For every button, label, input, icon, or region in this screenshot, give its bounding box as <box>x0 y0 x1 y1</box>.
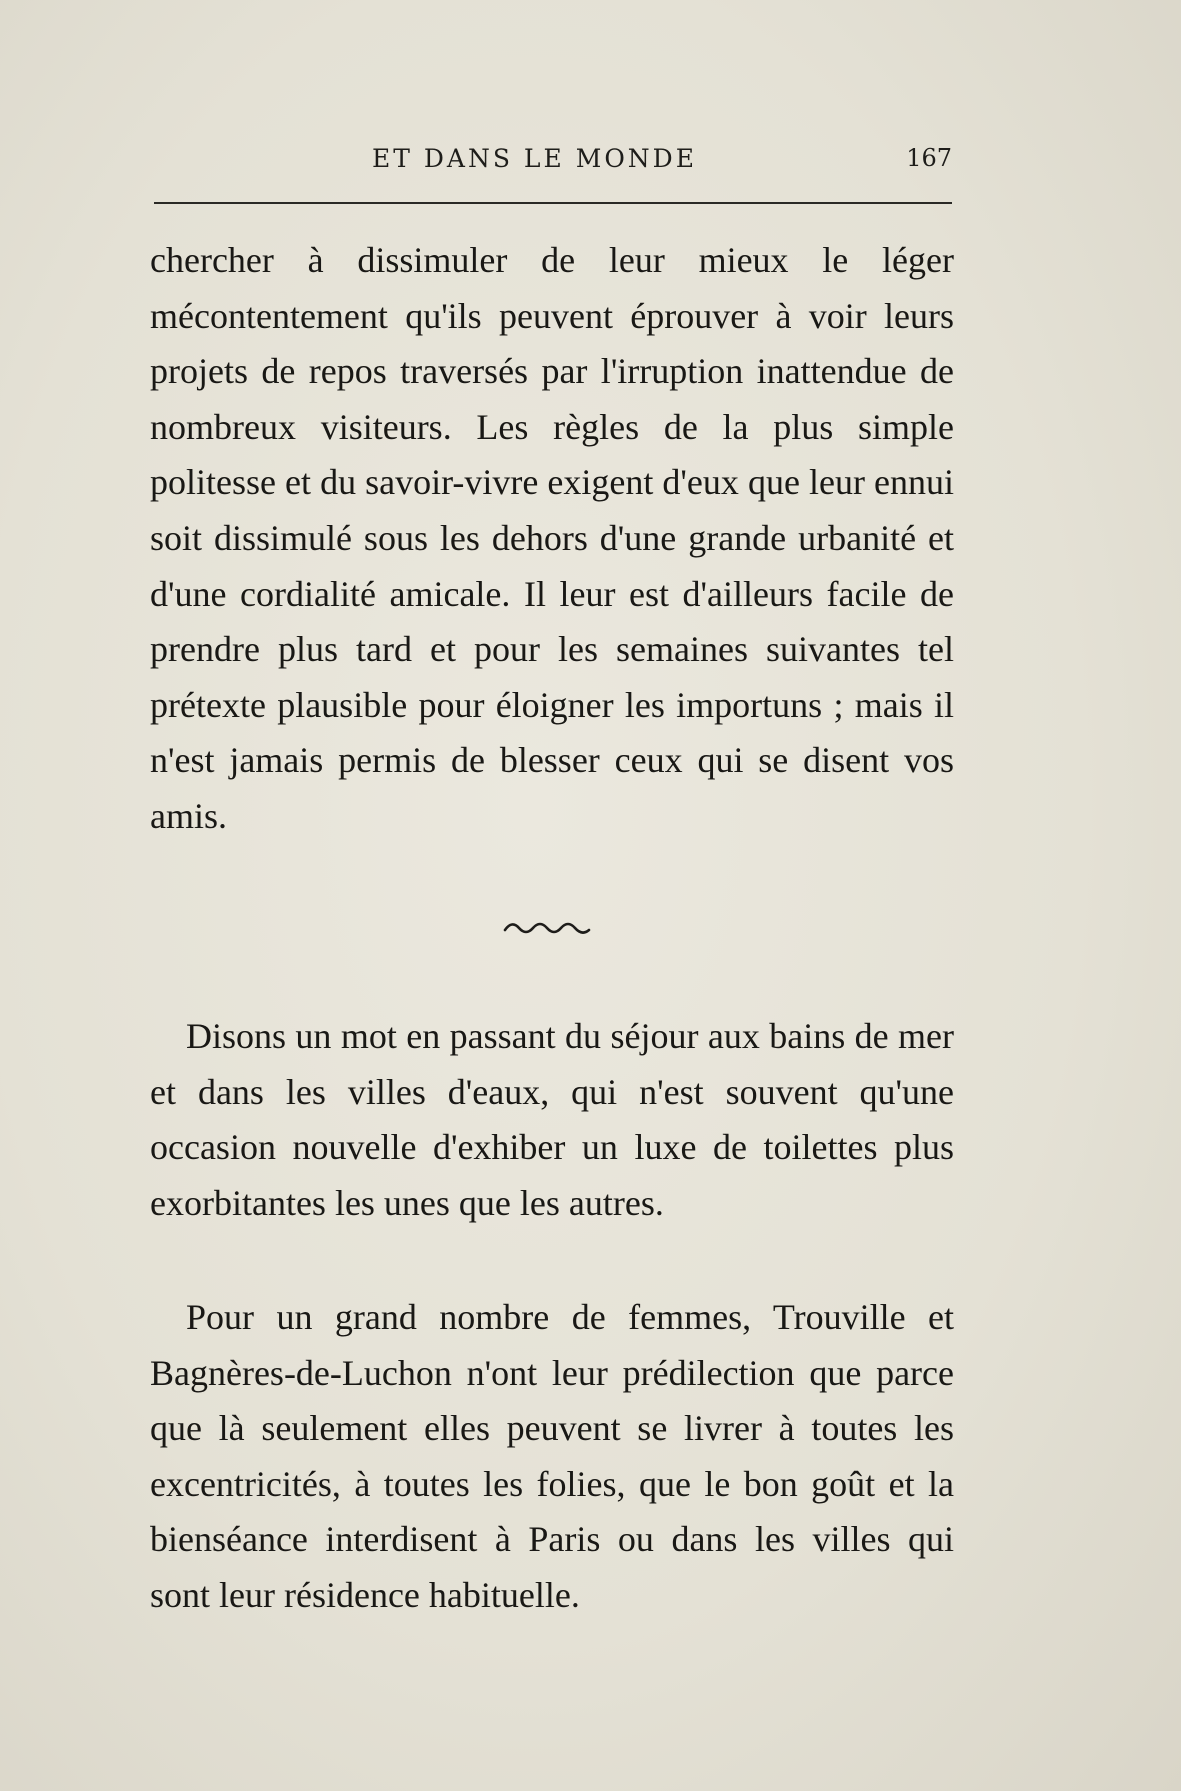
paragraph-1: chercher à dissimuler de leur mieux le léger mécontentement qu'ils peuvent éprouver à voir leurs projets de repos traversés par l'irruption inattendue de nombreux visiteurs. Les règles de la plus simple politesse et du savoir-vivre exigent d'eux que leur ennui soit dissimulé sous les dehors d'une grande urbanité et d'une cordialité amicale. Il leur est d'ailleurs facile de prendre plus tard et pour les semaines suivantes tel prétexte plausible pour éloigner les importuns ; mais il n'est jamais permis de blesser ceux qui se disent vos amis. <box>150 240 954 836</box>
page-number: 167 <box>906 144 952 172</box>
running-title: ET DANS LE MONDE <box>372 144 697 173</box>
wave-ornament-icon <box>503 918 593 940</box>
running-head <box>152 144 952 180</box>
paragraph-3: Pour un grand nombre de femmes, Trouville et Bagnères-de-Luchon n'ont leur prédilection que parce que là seulement elles peuvent se livrer à toutes les excentricités, à toutes les folies, que le bon goût et la bienséance interdisent à Paris ou dans les villes qui sont leur résidence habituelle. <box>150 1297 954 1615</box>
header-rule <box>154 202 952 204</box>
paragraph-2: Disons un mot en passant du séjour aux bains de mer et dans les villes d'eaux, qui n'est souvent qu'une occasion nouvelle d'exhiber un luxe de toilettes plus exorbitantes les unes que les autres. <box>150 1016 954 1223</box>
